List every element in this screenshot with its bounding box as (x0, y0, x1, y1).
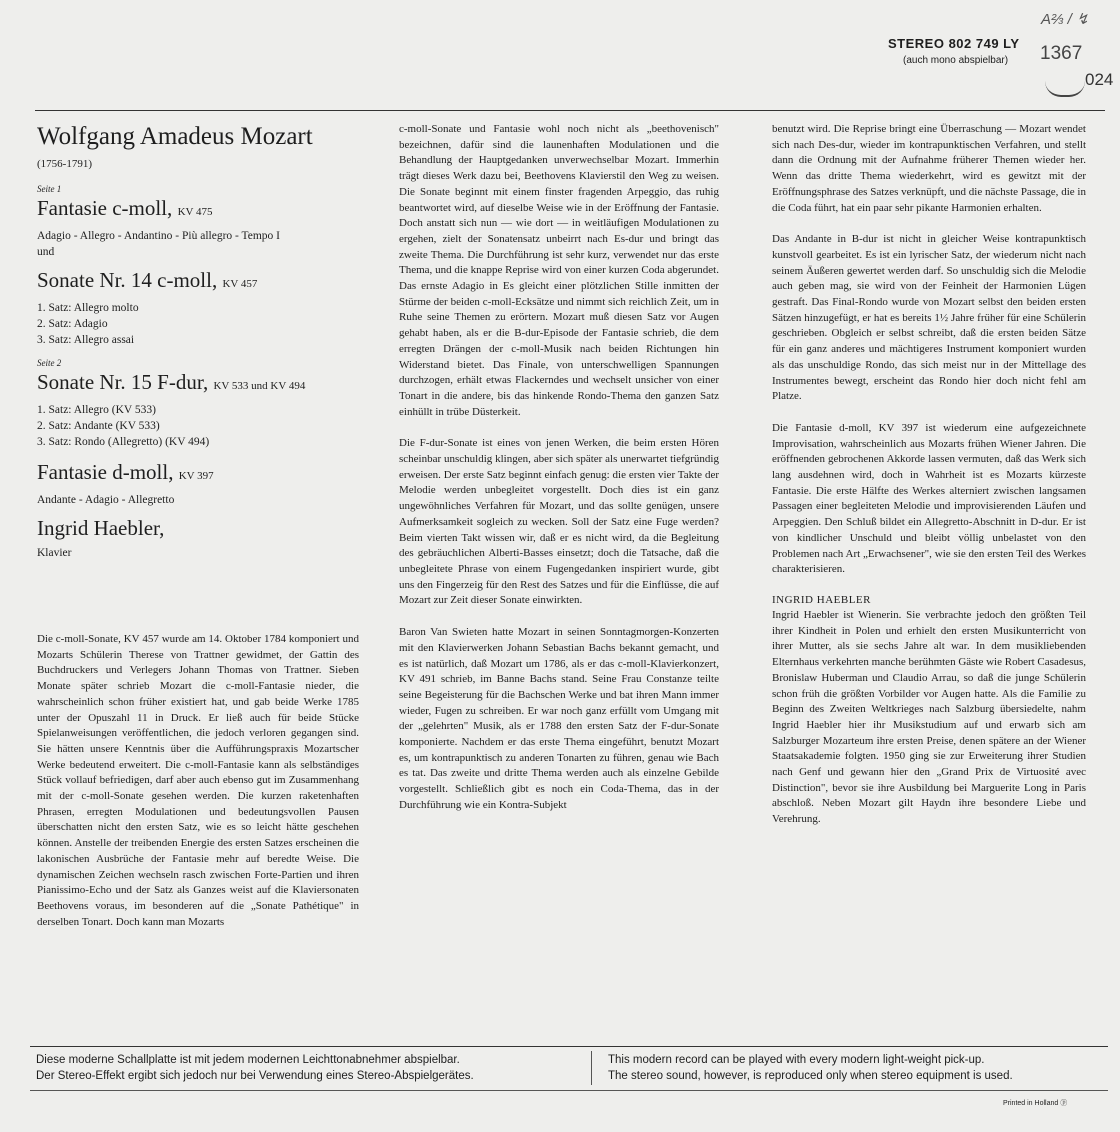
movement-item: 1. Satz: Allegro (KV 533) (37, 404, 156, 416)
work-2-title: Sonate Nr. 14 c-moll, KV 457 (37, 268, 258, 292)
notes-paragraph: c-moll-Sonate und Fantasie wohl noch nicht als „beethovenisch" bezeichnen, dafür sind die launenhaften Modulationen und die Behandlung der Hauptgedanken unverwechselbar Mozart. Immerhin trägt dieses Werk dazu bei, Beethovens Klavierstil den Weg zu weisen. Die Sonate beginnt mit einem finster fragenden Arpeggio, das ruhig beantwortet wird, auf dieselbe Weise wie in der Eröffnung der Fantasie. Doch anstatt sich nun — wie dort — in weitläufigen Modulationen zu ergehen, zielt der Sonatensatz unbeirrt nach Es-dur und bringt das zweite Thema. Die Durchführung ist sehr kurz, verwendet nur das erste Thema, und die knappe Reprise wird von einer kurzen Coda abgerundet. Das ernste Adagio in Es gleicht einer plötzlichen Stille inmitten der Stürme der beiden c-moll-Ecksätze und nimmt sich reichlich Zeit, um in Ruhe seine Themen zu erörtern. Mozart muß diesen Satz vor Augen gehabt haben, als er die B-dur-Episode der Fantasie schrieb, die dem erregten Drängen der c-moll-Musik nach beiden Richtungen hin Widerstand bietet. Das Finale, von unterschwelligen Spannungen durchzogen, erhält etwas Flackerndes und wechselt unsicher von einer Tonart in die andere, bis das hinkende Rondo-Thema den ganzen Satz einhüllt in trübe Düsterkeit. (399, 123, 719, 418)
work-3-title: Sonate Nr. 15 F-dur, KV 533 und KV 494 (37, 370, 306, 394)
handwritten-side-number: 024 (1085, 70, 1114, 89)
side-1-label: Seite 1 (37, 184, 62, 194)
printed-in-label: Printed in Holland ⓟ (1003, 1100, 1068, 1107)
movement-item: 3. Satz: Rondo (Allegretto) (KV 494) (37, 436, 210, 448)
footer-german-note: Diese moderne Schallplatte ist mit jedem modernen Leichttonabnehmer abspielbar. Der Stereo-Effekt ergibt sich jedoch nur bei Verwendung eines Stereo-Abspielgerätes. (36, 1054, 474, 1082)
composer-name: Wolfgang Amadeus Mozart (37, 123, 313, 150)
footer-rule (30, 1046, 1108, 1047)
notes-paragraph: Die F-dur-Sonate ist eines von jenen Werken, die beim ersten Hören scheinbar unschuldig klingen, aber sich später als unerwartet tiefgründig erweisen. Der erste Satz beginnt einfach genug: die ersten vier Takte der Melodie werden unbegleitet vorgestellt. Doch dies ist ein ganz ungewöhnliches Verfahren für Mozart, und das sollte genügen, unsere Aufmerksamkeit sogleich zu wecken. Soll der Satz eine Fuge werden? Beim vierten Takt wissen wir, daß er es nicht wird, da die Begleitung des gebräuchlichen Alberti-Basses einsetzt; doch die Tatsache, daß die unbegleitete Phrase von einem Fugengedanken inspiriert wurde, gibt uns den Fingerzeig für den Rest des Satzes und für die Einflüsse, die auf Mozart zur Zeit dieser Sonate einwirkten. (399, 437, 719, 607)
movement-item: 2. Satz: Andante (KV 533) (37, 420, 160, 432)
movement-item: 3. Satz: Allegro assai (37, 334, 135, 346)
side-2-label: Seite 2 (37, 358, 62, 368)
work-4-kv: KV 397 (178, 470, 214, 482)
catalog-number: STEREO 802 749 LY (888, 36, 1020, 51)
movement-item: 1. Satz: Allegro molto (37, 302, 139, 314)
work-4-title: Fantasie d-moll, KV 397 (37, 460, 214, 484)
notes-paragraph: benutzt wird. Die Reprise bringt eine Überraschung — Mozart wendet sich nach Des-dur, wieder im kontrapunktischen Verfahren, und stellt dann die Ordnung mit der Aufnahme früherer Themen wieder her. Wenn das dritte Thema wiederkehrt, wird es gewitzt mit der Eröffnungsphrase des Satzes verknüpft, und die nächste Passage, die in die Coda führt, hat ein paar sehr pikante Harmonien erhalten. (772, 123, 1086, 214)
work-2-movements (37, 300, 359, 348)
composer-dates: (1756-1791) (37, 158, 92, 170)
notes-paragraph: Baron Van Swieten hatte Mozart in seinen Sonntagmorgen-Konzerten mit den Klavierwerken Johann Sebastian Bachs bekannt gemacht, und es ist natürlich, daß Mozart um 1786, als er das c-moll-Klavierkonzert, KV 491 schrieb, im Banne Bachs stand. Seine Frau Constanze teilte seine Begeisterung für die Bachschen Werke und bat ihren Mann immer wieder, Fugen zu schreiben. Er war noch ganz erfüllt vom Umgang mit der „gelehrten" Musik, als er 1788 den ersten Satz der F-dur-Sonate komponierte. Nachdem er das erste Thema eingeführt, benutzt Mozart es, um kontrapunktisch zu anderen Tonarten zu führen, genau wie Bach es tat. Das zweite und dritte Thema werden auch als einzelne Gebilde vorgestellt. Schließlich gibt es noch ein Coda-Thema, das in der Durchführung wie ein Kontra-Subjekt (399, 626, 719, 811)
top-rule (35, 110, 1105, 111)
biography-heading: INGRID HAEBLER (772, 593, 871, 606)
notes-column-3 (772, 122, 1086, 828)
mono-note: (auch mono abspielbar) (903, 55, 1009, 66)
handwritten-note: A⅔ / ↯ (1041, 11, 1089, 28)
work-4-tempo: Andante - Adagio - Allegretto (37, 494, 175, 506)
footer-divider (591, 1051, 592, 1085)
notes-column-2 (399, 122, 719, 814)
work-3-kv: KV 533 und KV 494 (213, 380, 306, 392)
work-3-movements (37, 402, 359, 450)
work-1-tempo: Adagio - Allegro - Andantino - Più allegro - Tempo I und (37, 230, 280, 258)
und-label: und (37, 246, 55, 258)
notes-paragraph: Die c-moll-Sonate, KV 457 wurde am 14. Oktober 1784 komponiert und Mozarts Schülerin Therese von Trattner gewidmet, der Gattin des Buchdruckers und Verlegers Johann Thomas von Trattner. Sieben Monate später schrieb Mozart die c-moll-Fantasie nieder, die wahrscheinlich schon früher existiert hat, und gab beide Werke 1785 unter der Opuszahl 11 in Druck. Er ließ auch für beide Stücke Spielanweisungen veröffentlichen, die jedoch verloren gegangen sind. Sie hätten unsere Kenntnis über die Aufführungspraxis Mozartscher Werke bedeutend erweitert. Die c-moll-Fantasie kann als selbständiges Stück vollauf befriedigen, darf aber auch ebenso gut im Zusammenhang mit der c-moll-Sonate gesehen werden. Die kurzen raketenhaften Phrasen, erregten Modulationen und bedeutungsvollen Pausen überschatten nicht den ersten Satz, wie es so leicht hätte geschehen können. Anstelle der treibenden Energie des ersten Satzes erscheinen die lakonischen Ausbrüche der Fantasie mehr auf beredte Weise. Die dynamischen Zeichen wechseln rasch zwischen Forte-Partien und ihren Pianissimo-Echo und der Satz als Ganzes weist auf die Klaviersonaten Beethovens voraus, im besonderen auf die „Sonate Pathétique" in derselben Tonart. Doch kann man Mozarts (37, 633, 359, 928)
movement-item: 2. Satz: Adagio (37, 318, 108, 330)
footer-english-note: This modern record can be played with every modern light-weight pick-up. The stereo sound, however, is reproduced only when stereo equipment is used. (608, 1054, 1013, 1082)
handwritten-number: 1367 (1040, 43, 1083, 64)
biography-paragraph: Ingrid Haebler ist Wienerin. Sie verbrachte jedoch den größten Teil ihrer Kindheit in Polen und erhielt den ersten Musikunterricht von ihrer Mutter, als sie sechs Jahre alt war. In dem musikliebenden Elternhaus verkehrten manche berühmten Gäste wie Robert Casadesus, Bronislaw Huberman und Claudio Arrau, so daß die junge Schülerin schon früh die größten Vorbilder vor Augen hatte. Als die Familie zu Beginn des Zweiten Weltkrieges nach Salzburg übersiedelte, nahm Ingrid Haebler hier ihr Musikstudium auf und erwarb sich am Salzburger Mozarteum ihre ersten Preise, denen spätere an der Wiener Staatsakademie folgten. 1950 ging sie zur Erweiterung ihrer Studien nach Genf und gewann hier den „Grand Prix de Virtuosité avec Distinction", bevor sie ihre Ausbildung bei Marguerite Long in Paris abschloß. Neben Mozart gilt Haydn ihre besondere Liebe und Verehrung. (772, 608, 1087, 826)
artist-name: Ingrid Haebler, (37, 516, 165, 540)
footer-bottom-rule (30, 1090, 1108, 1091)
artist-instrument: Klavier (37, 547, 72, 559)
work-2-kv: KV 457 (222, 278, 258, 290)
program-column (37, 122, 359, 928)
work-1-title: Fantasie c-moll, KV 475 (37, 196, 213, 220)
handwritten-arc (1045, 81, 1085, 97)
work-1-kv: KV 475 (177, 206, 213, 218)
notes-paragraph: Die Fantasie d-moll, KV 397 ist wiederum eine aufgezeichnete Improvisation, wahrscheinlich aus Mozarts frühen Wiener Jahren. Die eröffnenden gebrochenen Akkorde lassen vermuten, daß das Werk sich lang ausdehnen wird, doch in Wahrheit ist es Mozarts kürzeste Fantasie. Die erste Hälfte des Werkes alterniert zwischen langsamen Passagen einer begleiteten Melodie und improvisierenden Läufen und Arpeggien. Den Schluß bildet ein Allegretto-Abschnitt in D-dur. Er ist von kindlicher Unschuld und bleibt völlig unbelastet von den Problemen nach Art „Erwachsener", wie sie den ersten Teil des Werkes charakterisieren. (772, 421, 1086, 576)
notes-paragraph: Das Andante in B-dur ist nicht in gleicher Weise kontrapunktisch kunstvoll gearbeitet. Es ist ein lyrischer Satz, der wiederum nicht nach seinem Äußeren gewertet werden darf. So unschuldig sich die Melodie auch geben mag, sie wird von der Feinheit der Harmonien Lügen gestraft. Das Final-Rondo wurde von Mozart selbst den beiden ersten Sätzen hinzugefügt, er hat es bereits 1½ Jahre früher für eine Schülerin geschrieben. Obgleich er selbst schreibt, daß die ersten beiden Sätze für ein ganz anderes und mächtigeres Instrument komponiert wurden als das unschuldige Rondo, das sich meist nur in der Mittellage des Instrumentes bewegt, erscheint das Rondo hier doch nicht fehl am Platze. (772, 233, 1086, 403)
